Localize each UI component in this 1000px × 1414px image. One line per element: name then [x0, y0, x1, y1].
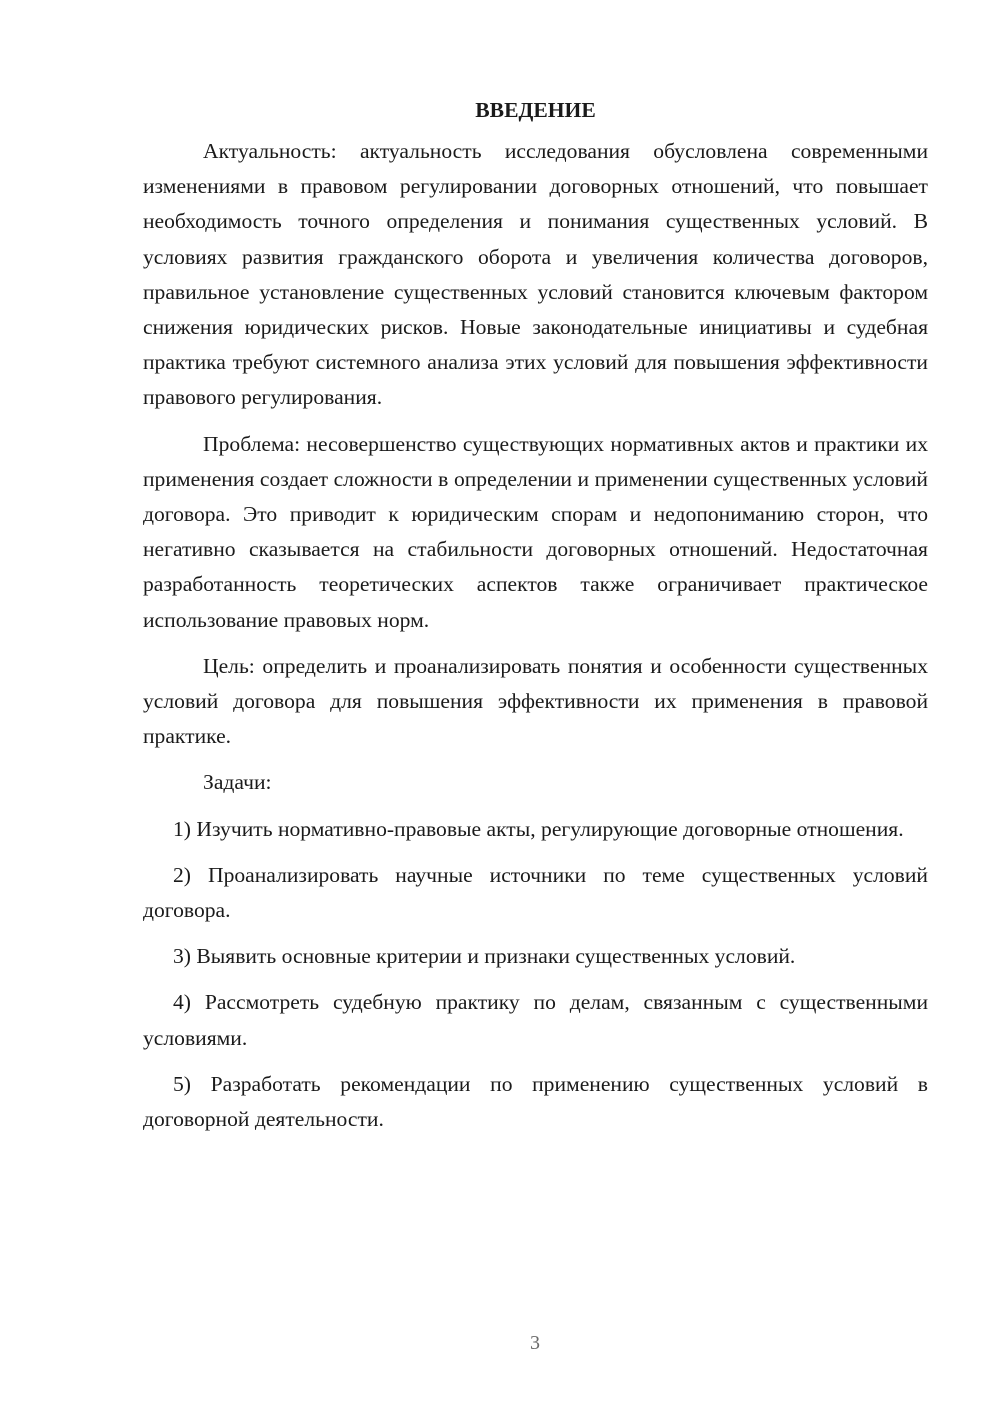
section-title: ВВЕДЕНИЕ	[475, 98, 596, 122]
paragraph-relevance: Актуальность: актуальность исследования обусловлена современными изменениями в правовом регулировании договорных отношений, что повышает необходимость точного определения и понимания существенных условий. В условиях развития гражданского оборота и увеличения количества договоров, правильное установление существенных условий становится ключевым фактором снижения юридических рисков. Новые законодательные инициативы и судебная практика требуют системного анализа этих условий для повышения эффективности правового регулирования.	[143, 139, 928, 410]
task-item: 2) Проанализировать научные источники по теме существенных условий договора.	[143, 862, 928, 923]
paragraph-problem: Проблема: несовершенство существующих нормативных актов и практики их применения создает сложности в определении и применении существенных условий договора. Это приводит к юридическим спорам и недопониманию сторон, что негативно сказывается на стабильности договорных отношений. Недостаточная разработанность теоретических аспектов также ограничивает практическое использование правовых норм.	[143, 431, 928, 632]
paragraph-goal: Цель: определить и проанализировать понятия и особенности существенных условий договора для повышения эффективности их применения в правовой практике.	[143, 653, 928, 749]
task-item: 5) Разработать рекомендации по применению существенных условий в договорной деятельности.	[143, 1071, 928, 1132]
page-number: 3	[530, 1332, 540, 1354]
tasks-heading: Задачи:	[203, 770, 272, 795]
document-page	[143, 92, 928, 1148]
task-item: 4) Рассмотреть судебную практику по делам, связанным с существенными условиями.	[143, 990, 928, 1050]
task-item: 1) Изучить нормативно-правовые акты, регулирующие договорные отношения.	[173, 816, 904, 841]
task-item: 3) Выявить основные критерии и признаки существенных условий.	[173, 944, 796, 969]
